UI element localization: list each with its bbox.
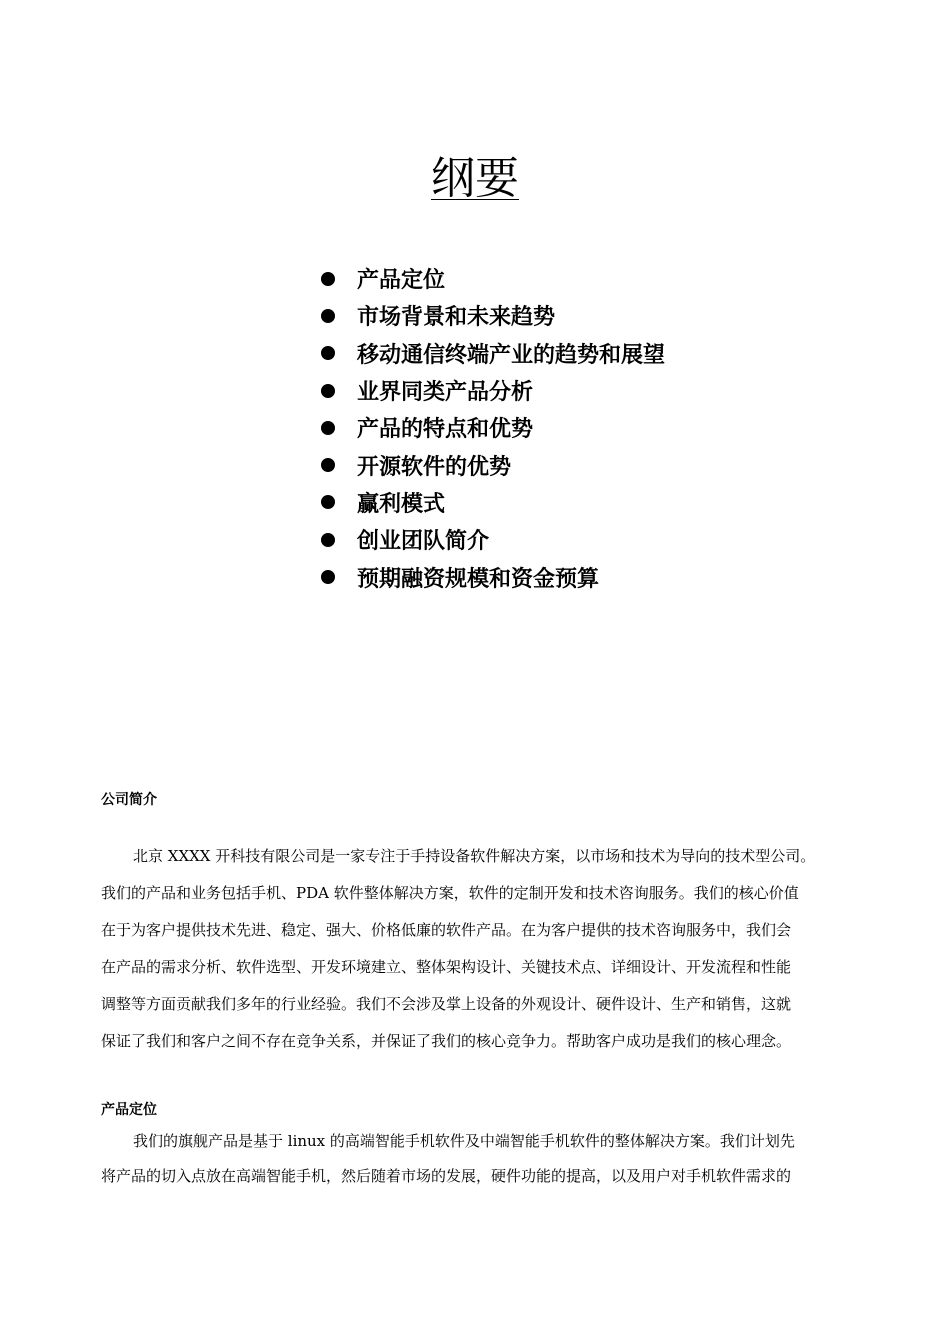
outline-item (318, 484, 665, 521)
bullet-icon (321, 533, 335, 547)
outline-item (318, 297, 665, 334)
outline-item (318, 372, 665, 409)
paragraph-line: 调整等方面贡献我们多年的行业经验。我们不会涉及掌上设备的外观设计、硬件设计、生产和销售，这就 (101, 995, 792, 1013)
section-heading-product: 产品定位 (101, 1102, 157, 1118)
outline-item (318, 335, 665, 372)
bullet-icon (321, 346, 335, 360)
paragraph-line: 在于为客户提供技术先进、稳定、强大、价格低廉的软件产品。在为客户提供的技术咨询服务中，我们会 (101, 921, 792, 939)
outline-item (318, 409, 665, 446)
outline-item-label: 市场背景和未来趋势 (357, 305, 556, 331)
section-heading-company: 公司简介 (101, 792, 157, 808)
paragraph-line: 在产品的需求分析、软件选型、开发环境建立、整体架构设计、关键技术点、详细设计、开发流程和性能 (101, 958, 792, 976)
outline-item (318, 558, 665, 595)
company-paragraph (101, 838, 861, 1060)
outline-item-label: 业界同类产品分析 (357, 380, 534, 406)
outline-item (318, 260, 665, 297)
outline-item (318, 446, 665, 483)
bullet-icon (321, 458, 335, 472)
paragraph-line: 北京 XXXX 开科技有限公司是一家专注于手持设备软件解决方案，以市场和技术为导向的技术型公司。 (133, 847, 816, 865)
bullet-icon (321, 272, 335, 286)
bullet-icon (321, 309, 335, 323)
outline-item-label: 赢利模式 (357, 491, 446, 517)
document-title: 纲要 (431, 153, 519, 205)
outline-item-label: 移动通信终端产业的趋势和展望 (357, 342, 666, 368)
outline-item-label: 开源软件的优势 (357, 454, 512, 480)
paragraph-line: 将产品的切入点放在高端智能手机，然后随着市场的发展，硬件功能的提高，以及用户对手机软件需求的 (101, 1167, 792, 1185)
paragraph-line: 保证了我们和客户之间不存在竞争关系，并保证了我们的核心竞争力。帮助客户成功是我们的核心理念。 (101, 1032, 792, 1050)
bullet-icon (321, 495, 335, 509)
bullet-icon (321, 384, 335, 398)
outline-item (318, 521, 665, 558)
paragraph-line: 我们的产品和业务包括手机、PDA 软件整体解决方案，软件的定制开发和技术咨询服务。我们的核心价值 (101, 884, 799, 902)
outline-item-label: 创业团队简介 (357, 529, 490, 555)
outline-item-label: 预期融资规模和资金预算 (357, 566, 600, 592)
paragraph-line: 我们的旗舰产品是基于 linux 的高端智能手机软件及中端智能手机软件的整体解决方案。我们计划先 (133, 1132, 795, 1150)
bullet-icon (321, 421, 335, 435)
outline-item-label: 产品定位 (357, 268, 446, 294)
product-paragraph (101, 1124, 861, 1194)
outline-item-label: 产品的特点和优势 (357, 417, 534, 443)
bullet-icon (321, 570, 335, 584)
outline-list (318, 260, 665, 596)
